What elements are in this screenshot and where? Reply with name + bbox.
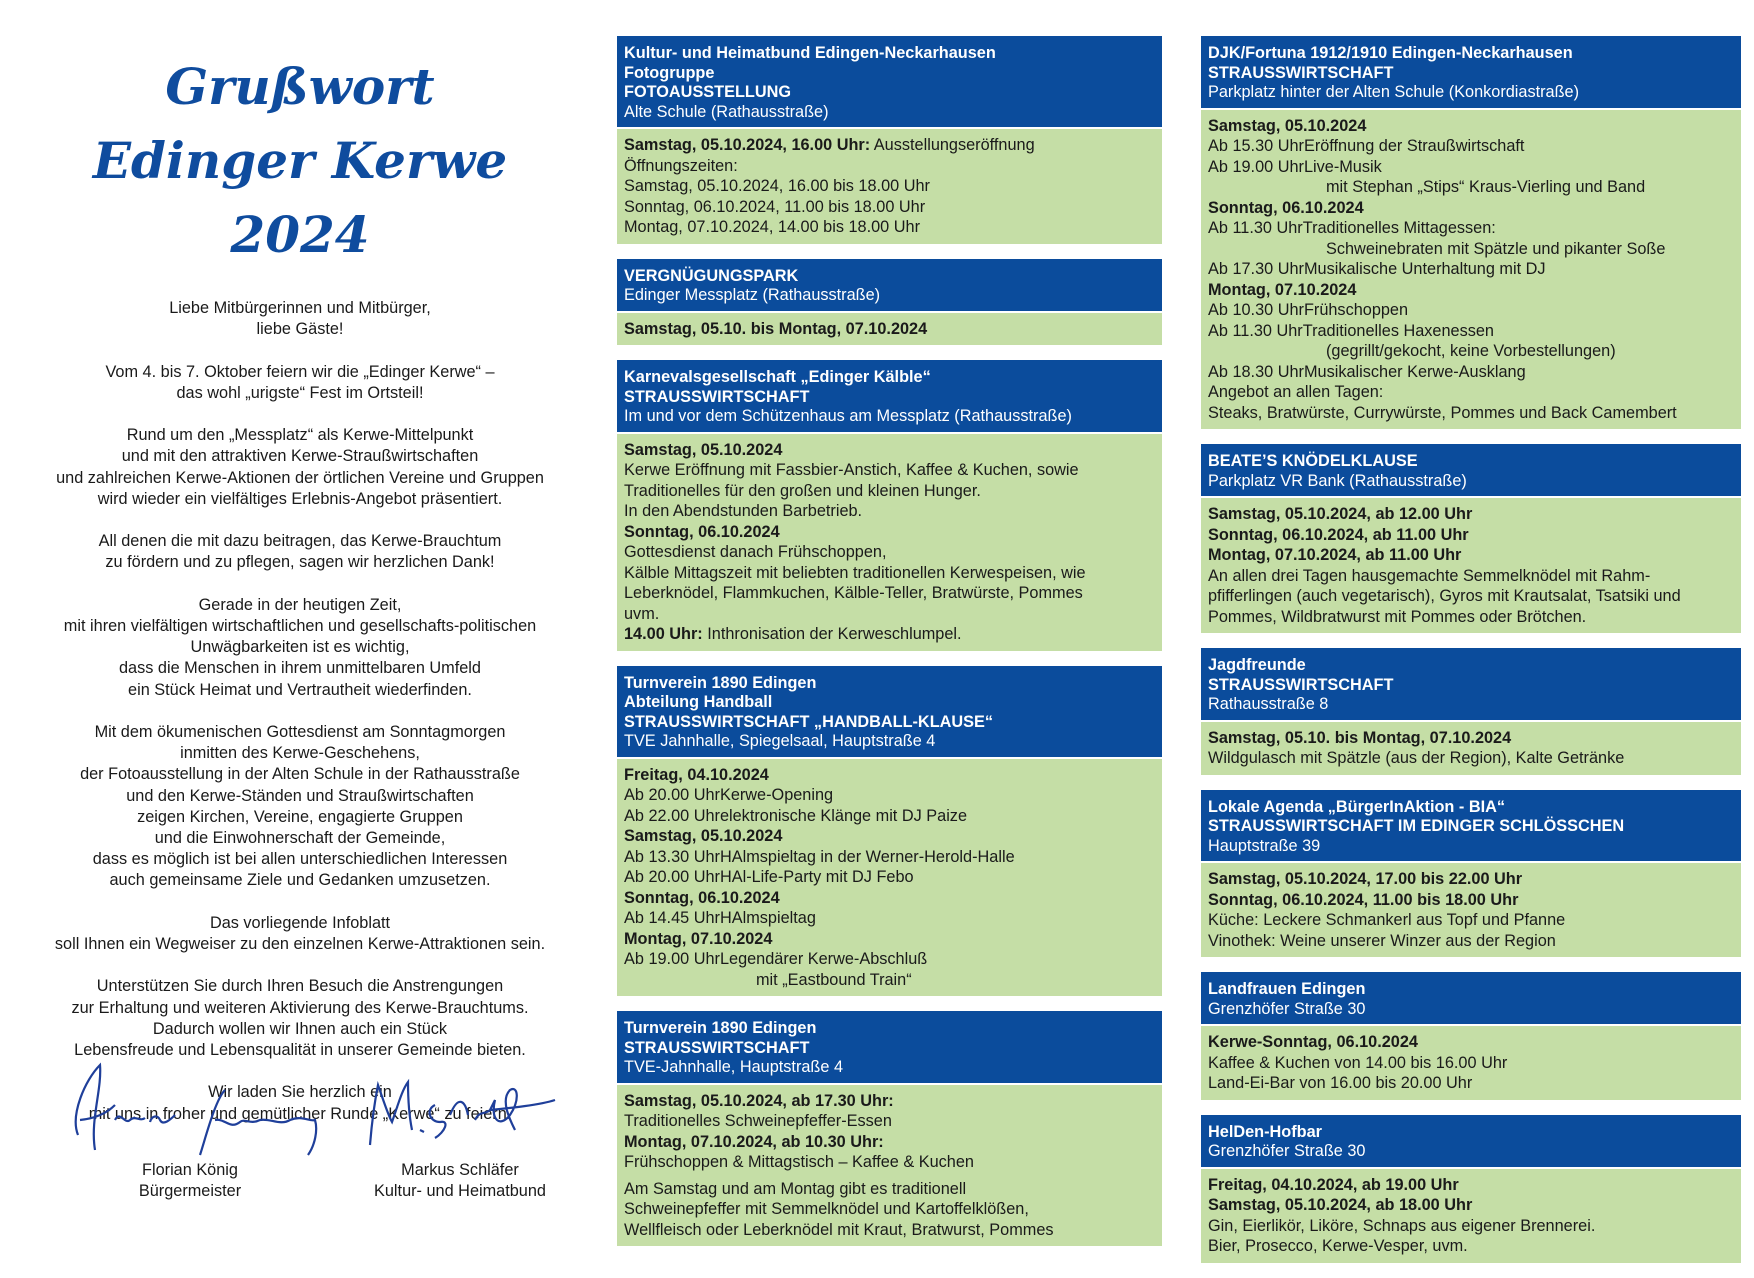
text-line: Angebot an allen Tagen: [1208, 383, 1384, 401]
card-header [1201, 36, 1741, 108]
greeting-line: Lebensfreude und Lebensqualität in unserer Gemeinde bieten. [74, 1041, 526, 1059]
greeting-paragraph [20, 595, 580, 701]
greeting-paragraph [20, 913, 580, 955]
text-line: Küche: Leckere Schmankerl aus Topf und Pfanne [1208, 911, 1566, 929]
location: Grenzhöfer Straße 30 [1208, 999, 1366, 1018]
right-column [1201, 36, 1741, 1278]
greeting-line: und zahlreichen Kerwe-Aktionen der örtlichen Vereine und Gruppen [56, 468, 544, 487]
organizer: Karnevalsgesellschaft „Edinger Kälble“ [624, 368, 931, 386]
card-header [1201, 444, 1741, 496]
day-heading: Sonntag, 06.10.2024, 11.00 bis 18.00 Uhr [1208, 890, 1519, 909]
time: Ab 22.00 Uhr [624, 806, 720, 825]
greeting-paragraph [20, 722, 580, 892]
activity-continued: Schweinebraten mit Spätzle und pikanter Soße [1326, 239, 1666, 258]
greeting-paragraph [20, 425, 580, 510]
card-body [617, 311, 1162, 346]
text-line: Vinothek: Weine unserer Winzer aus der Region [1208, 931, 1556, 950]
greeting-line: und mit den attraktiven Kerwe-Straußwirtschaften [121, 447, 479, 466]
greeting-line: Dadurch wollen wir Ihnen auch ein Stück [152, 1019, 448, 1038]
card-header [617, 259, 1162, 311]
organizer: HelDen-Hofbar [1208, 1122, 1322, 1141]
event-title: FOTOAUSSTELLUNG [624, 83, 792, 101]
card-header [1201, 972, 1741, 1024]
card-body [617, 127, 1162, 244]
greeting-line: Vom 4. bis 7. Oktober feiern wir die „Edinger Kerwe“ – [105, 362, 495, 381]
location: Grenzhöfer Straße 30 [1208, 1142, 1366, 1160]
date-range: Samstag, 05.10. bis Montag, 07.10.2024 [1208, 728, 1512, 747]
greeting-line: Liebe Mitbürgerinnen und Mitbürger, [169, 299, 431, 317]
time: Ab 11.30 Uhr [1208, 321, 1303, 340]
time: Ab 20.00 Uhr [624, 786, 720, 804]
greeting-line: zeigen Kirchen, Vereine, engagierte Gruppen [137, 807, 463, 826]
day-heading: Samstag, 05.10.2024, ab 18.00 Uhr [1208, 1196, 1473, 1214]
time: Ab 15.30 Uhr [1208, 137, 1304, 155]
text-line: Kälble Mittagszeit mit beliebten traditionellen Kerwespeisen, wie [624, 563, 1086, 582]
text-line: Kaffee & Kuchen von 14.00 bis 16.00 Uhr [1208, 1053, 1508, 1072]
greeting-line: der Fotoausstellung in der Alten Schule in der Rathausstraße [80, 765, 520, 784]
greeting-line: soll Ihnen ein Wegweiser zu den einzelnen Kerwe-Attraktionen sein. [54, 935, 546, 953]
greeting-line: dass es möglich ist bei allen unterschiedlichen Interessen [92, 850, 508, 869]
time: Ab 10.30 Uhr [1208, 301, 1304, 319]
event-title: STRAUSSWIRTSCHAFT [1208, 63, 1394, 82]
day-heading: Samstag, 05.10.2024 [1208, 116, 1367, 135]
greeting-paragraph [20, 362, 580, 404]
event-title: STRAUSSWIRTSCHAFT [624, 387, 810, 406]
time: Ab 11.30 Uhr [1208, 219, 1303, 237]
location: TVE Jahnhalle, Spiegelsaal, Hauptstraße 4 [624, 732, 936, 750]
text-line: Wellfleisch oder Leberknödel mit Kraut, Bratwurst, Pommes [624, 1220, 1054, 1239]
day-heading: Kerwe-Sonntag, 06.10.2024 [1208, 1033, 1418, 1051]
signature-schlaefer-role: Kultur- und Heimatbund [374, 1182, 546, 1200]
organizer: Landfrauen Edingen [1208, 980, 1366, 998]
greeting-line: auch gemeinsame Ziele und Gedanken umzusetzen. [109, 871, 491, 890]
greeting-line: mit uns in froher und gemütlicher Runde „Kerwe“ zu feiern. [88, 1104, 512, 1123]
location: TVE-Jahnhalle, Hauptstraße 4 [624, 1058, 844, 1076]
location: Parkplatz hinter der Alten Schule (Konkordiastraße) [1208, 83, 1580, 101]
activity-continued: mit „Eastbound Train“ [756, 970, 912, 989]
greeting-paragraph [20, 298, 580, 340]
time-label: 14.00 Uhr: [624, 625, 703, 643]
day-heading: Samstag, 05.10.2024 [624, 827, 783, 845]
organizer: Jagdfreunde [1208, 656, 1306, 674]
activity: Live-Musik [1303, 157, 1382, 176]
text-line: Steaks, Bratwürste, Currywürste, Pommes und Back Camembert [1208, 403, 1677, 422]
card-body [1201, 861, 1741, 957]
activity: Traditionelles Haxenessen [1302, 321, 1494, 340]
day-heading: Sonntag, 06.10.2024 [1208, 198, 1364, 217]
signature-schlaefer-name: Markus Schläfer [401, 1161, 519, 1179]
greeting-line: und die Einwohnerschaft der Gemeinde, [154, 829, 446, 847]
organizer: Kultur- und Heimatbund Edingen-Neckarhausen [624, 44, 996, 62]
card-knoedelklause [1201, 444, 1741, 633]
event-title: BEATE’S KNÖDELKLAUSE [1208, 452, 1418, 470]
activity: Frühschoppen [1303, 301, 1409, 319]
text-line: Gin, Eierlikör, Liköre, Schnaps aus eigener Brennerei. [1208, 1216, 1596, 1235]
card-header [617, 1011, 1162, 1083]
location: Rathausstraße 8 [1208, 695, 1329, 713]
greeting-line: inmitten des Kerwe-Geschehens, [180, 744, 420, 763]
greeting-text [20, 298, 580, 1125]
time: Ab 19.00 Uhr [624, 950, 720, 968]
text-line: Kerwe Eröffnung mit Fassbier-Anstich, Kaffee & Kuchen, sowie [624, 461, 1079, 479]
text-line: Am Samstag und am Montag gibt es traditionell [624, 1179, 967, 1198]
activity: HAlmspieltag in der Werner-Herold-Halle [719, 847, 1015, 866]
subgroup: Abteilung Handball [624, 693, 773, 711]
activity: Kerwe-Opening [719, 786, 834, 804]
event-title: VERGNÜGUNGSPARK [624, 266, 799, 285]
card-fotoausstellung [617, 36, 1162, 244]
card-kaelble [617, 360, 1162, 651]
signature-koenig-image [40, 1060, 340, 1160]
card-agenda [1201, 790, 1741, 958]
card-body [1201, 1024, 1741, 1100]
greeting-line: zur Erhaltung und weiteren Aktivierung des Kerwe-Brauchtums. [71, 998, 529, 1017]
day-heading: Samstag, 05.10.2024, 17.00 bis 22.00 Uhr [1208, 870, 1523, 888]
text-line: Pommes, Wildbratwurst mit Pommes oder Brötchen. [1208, 607, 1587, 626]
card-handball [617, 666, 1162, 997]
greeting-paragraph [20, 976, 580, 1061]
day-heading: Sonntag, 06.10.2024, ab 11.00 Uhr [1208, 525, 1469, 544]
day-heading: Montag, 07.10.2024, ab 11.00 Uhr [1208, 546, 1462, 564]
card-djk [1201, 36, 1741, 429]
hours-line: Samstag, 05.10.2024, 16.00 bis 18.00 Uhr [624, 177, 930, 195]
activity: Legendärer Kerwe-Abschluß [719, 950, 928, 968]
card-header [1201, 790, 1741, 862]
time: Ab 17.30 Uhr [1208, 260, 1304, 278]
opening-hours-label: Öffnungszeiten: [624, 156, 738, 175]
location: Hauptstraße 39 [1208, 836, 1321, 855]
event-title: STRAUSSWIRTSCHAFT [624, 1038, 810, 1057]
hours-line: Montag, 07.10.2024, 14.00 bis 18.00 Uhr [624, 218, 920, 236]
title-line-1: Grußwort [165, 57, 435, 116]
event-title: STRAUSSWIRTSCHAFT IM EDINGER SCHLÖSSCHEN [1208, 817, 1625, 835]
card-helden-hofbar [1201, 1115, 1741, 1263]
text-line: In den Abendstunden Barbetrieb. [624, 502, 863, 520]
text-line: Gottesdienst danach Frühschoppen, [624, 543, 887, 561]
text-line: Traditionelles für den großen und kleinen Hunger. [624, 481, 981, 500]
time: Ab 18.30 Uhr [1208, 362, 1304, 381]
greeting-line: Rund um den „Messplatz“ als Kerwe-Mittelpunkt [126, 426, 474, 445]
greeting-line: Wir laden Sie herzlich ein [208, 1083, 392, 1102]
text-line: Leberknödel, Flammkuchen, Kälble-Teller, Bratwürste, Pommes [624, 584, 1083, 602]
location: Im und vor dem Schützenhaus am Messplatz (Rathausstraße) [624, 407, 1072, 425]
card-body [1201, 496, 1741, 633]
organizer: Turnverein 1890 Edingen [624, 673, 817, 692]
activity: Musikalischer Kerwe-Ausklang [1303, 362, 1526, 381]
signature-koenig-role: Bürgermeister [138, 1182, 242, 1200]
card-jagdfreunde [1201, 648, 1741, 775]
greeting-section [20, 50, 580, 1146]
signature-schlaefer-image [340, 1060, 580, 1160]
greeting-paragraph [20, 531, 580, 573]
activity: elektronische Klänge mit DJ Paize [719, 806, 968, 825]
opening-text: Ausstellungseröffnung [870, 136, 1035, 154]
card-tve [617, 1011, 1162, 1246]
text-line: Frühschoppen & Mittagstisch – Kaffee & Kuchen [624, 1153, 974, 1171]
greeting-line: liebe Gäste! [256, 320, 344, 339]
greeting-line: zu fördern und zu pflegen, sagen wir herzlichen Dank! [105, 553, 495, 572]
title-line-2: Edinger Kerwe 2024 [92, 131, 508, 264]
text-line: Land-Ei-Bar von 16.00 bis 20.00 Uhr [1208, 1074, 1473, 1092]
day-heading: Samstag, 05.10.2024, ab 12.00 Uhr [1208, 505, 1473, 523]
greeting-line: das wohl „urigste“ Fest im Ortsteil! [176, 383, 424, 402]
day-heading: Freitag, 04.10.2024, ab 19.00 Uhr [1208, 1175, 1459, 1194]
location: Alte Schule (Rathausstraße) [624, 102, 829, 121]
card-body [617, 1083, 1162, 1247]
card-body [617, 757, 1162, 997]
activity: Traditionelles Mittagessen: [1302, 219, 1496, 237]
signature-koenig-name: Florian König [142, 1161, 238, 1179]
activity: HAlmspieltag [719, 909, 816, 927]
card-body [1201, 108, 1741, 430]
day-heading: Samstag, 05.10.2024, ab 17.30 Uhr: [624, 1091, 894, 1110]
text-line: Traditionelles Schweinepfeffer-Essen [624, 1112, 892, 1130]
activity: Eröffnung der Straußwirtschaft [1303, 137, 1525, 155]
greeting-line: Gerade in der heutigen Zeit, [198, 595, 402, 614]
time: Ab 20.00 Uhr [624, 868, 720, 886]
greeting-line: wird wieder ein vielfältiges Erlebnis-Angebot präsentiert. [97, 489, 503, 508]
subgroup: Fotogruppe [624, 63, 715, 82]
activity-continued: mit Stephan „Stips“ Kraus-Vierling und Band [1326, 178, 1646, 196]
text-line: Inthronisation der Kerweschlumpel. [702, 625, 962, 643]
event-title: STRAUSSWIRTSCHAFT „HANDBALL-KLAUSE“ [624, 712, 994, 731]
organizer: Turnverein 1890 Edingen [624, 1019, 817, 1037]
greeting-line: Unterstützen Sie durch Ihren Besuch die Anstrengungen [96, 977, 504, 996]
greeting-title [20, 50, 580, 272]
day-heading: Montag, 07.10.2024 [1208, 280, 1357, 299]
greeting-line: und den Kerwe-Ständen und Straußwirtschaften [126, 786, 474, 805]
card-header [617, 666, 1162, 757]
organizer: Lokale Agenda „BürgerInAktion - BIA“ [1208, 797, 1506, 816]
day-heading: Freitag, 04.10.2024 [624, 765, 769, 784]
card-landfrauen [1201, 972, 1741, 1100]
activity: Musikalische Unterhaltung mit DJ [1303, 260, 1546, 278]
text-line: An allen drei Tagen hausgemachte Semmelknödel mit Rahm- [1208, 566, 1651, 585]
activity-continued: (gegrillt/gekocht, keine Vorbestellungen) [1326, 342, 1616, 360]
time: Ab 19.00 Uhr [1208, 157, 1304, 176]
day-heading: Samstag, 05.10.2024 [624, 440, 783, 459]
location: Edinger Messplatz (Rathausstraße) [624, 286, 881, 304]
card-header [1201, 648, 1741, 720]
card-header [617, 36, 1162, 127]
signature-schlaefer [340, 1060, 580, 1202]
greeting-line: Mit dem ökumenischen Gottesdienst am Sonntagmorgen [94, 722, 506, 741]
location: Parkplatz VR Bank (Rathausstraße) [1208, 471, 1467, 490]
greeting-line: Das vorliegende Infoblatt [209, 913, 391, 932]
opening-date: Samstag, 05.10.2024, 16.00 Uhr: [624, 136, 871, 154]
signatures [20, 1060, 580, 1210]
text-line: pfifferlingen (auch vegetarisch), Gyros mit Krautsalat, Tsatsiki und [1208, 587, 1681, 605]
signature-koenig [40, 1060, 340, 1202]
card-body [1201, 720, 1741, 775]
greeting-line: mit ihren vielfältigen wirtschaftlichen und gesellschafts-politischen [63, 616, 537, 635]
card-vergnuegungspark [617, 259, 1162, 346]
text-line: Schweinepfeffer mit Semmelknödel und Kartoffelklößen, [624, 1200, 1029, 1218]
hours-line: Sonntag, 06.10.2024, 11.00 bis 18.00 Uhr [624, 197, 926, 216]
time: Ab 13.30 Uhr [624, 847, 720, 866]
day-heading: Sonntag, 06.10.2024 [624, 888, 780, 907]
middle-column [617, 36, 1162, 1261]
day-heading: Montag, 07.10.2024, ab 10.30 Uhr: [624, 1132, 884, 1151]
card-header [617, 360, 1162, 432]
greeting-line: ein Stück Heimat und Vertrautheit wiederfinden. [128, 680, 472, 699]
text-line: uvm. [624, 604, 660, 623]
card-header [1201, 1115, 1741, 1167]
organizer: DJK/Fortuna 1912/1910 Edingen-Neckarhausen [1208, 44, 1573, 62]
greeting-line: dass die Menschen in ihrem unmittelbaren Umfeld [119, 659, 481, 678]
greeting-line: All denen die mit dazu beitragen, das Kerwe-Brauchtum [98, 532, 502, 551]
activity: HAl-Life-Party mit DJ Febo [719, 868, 914, 886]
greeting-line: Unwägbarkeiten ist es wichtig, [190, 638, 410, 657]
time: Ab 14.45 Uhr [624, 909, 720, 927]
text-line: Bier, Prosecco, Kerwe-Vesper, uvm. [1208, 1237, 1468, 1255]
day-heading: Sonntag, 06.10.2024 [624, 522, 780, 541]
card-body [1201, 1167, 1741, 1263]
text-line: Wildgulasch mit Spätzle (aus der Region), Kalte Getränke [1208, 749, 1625, 767]
date-range: Samstag, 05.10. bis Montag, 07.10.2024 [624, 319, 928, 338]
day-heading: Montag, 07.10.2024 [624, 929, 773, 948]
event-title: STRAUSSWIRTSCHAFT [1208, 675, 1394, 694]
card-body [617, 432, 1162, 651]
